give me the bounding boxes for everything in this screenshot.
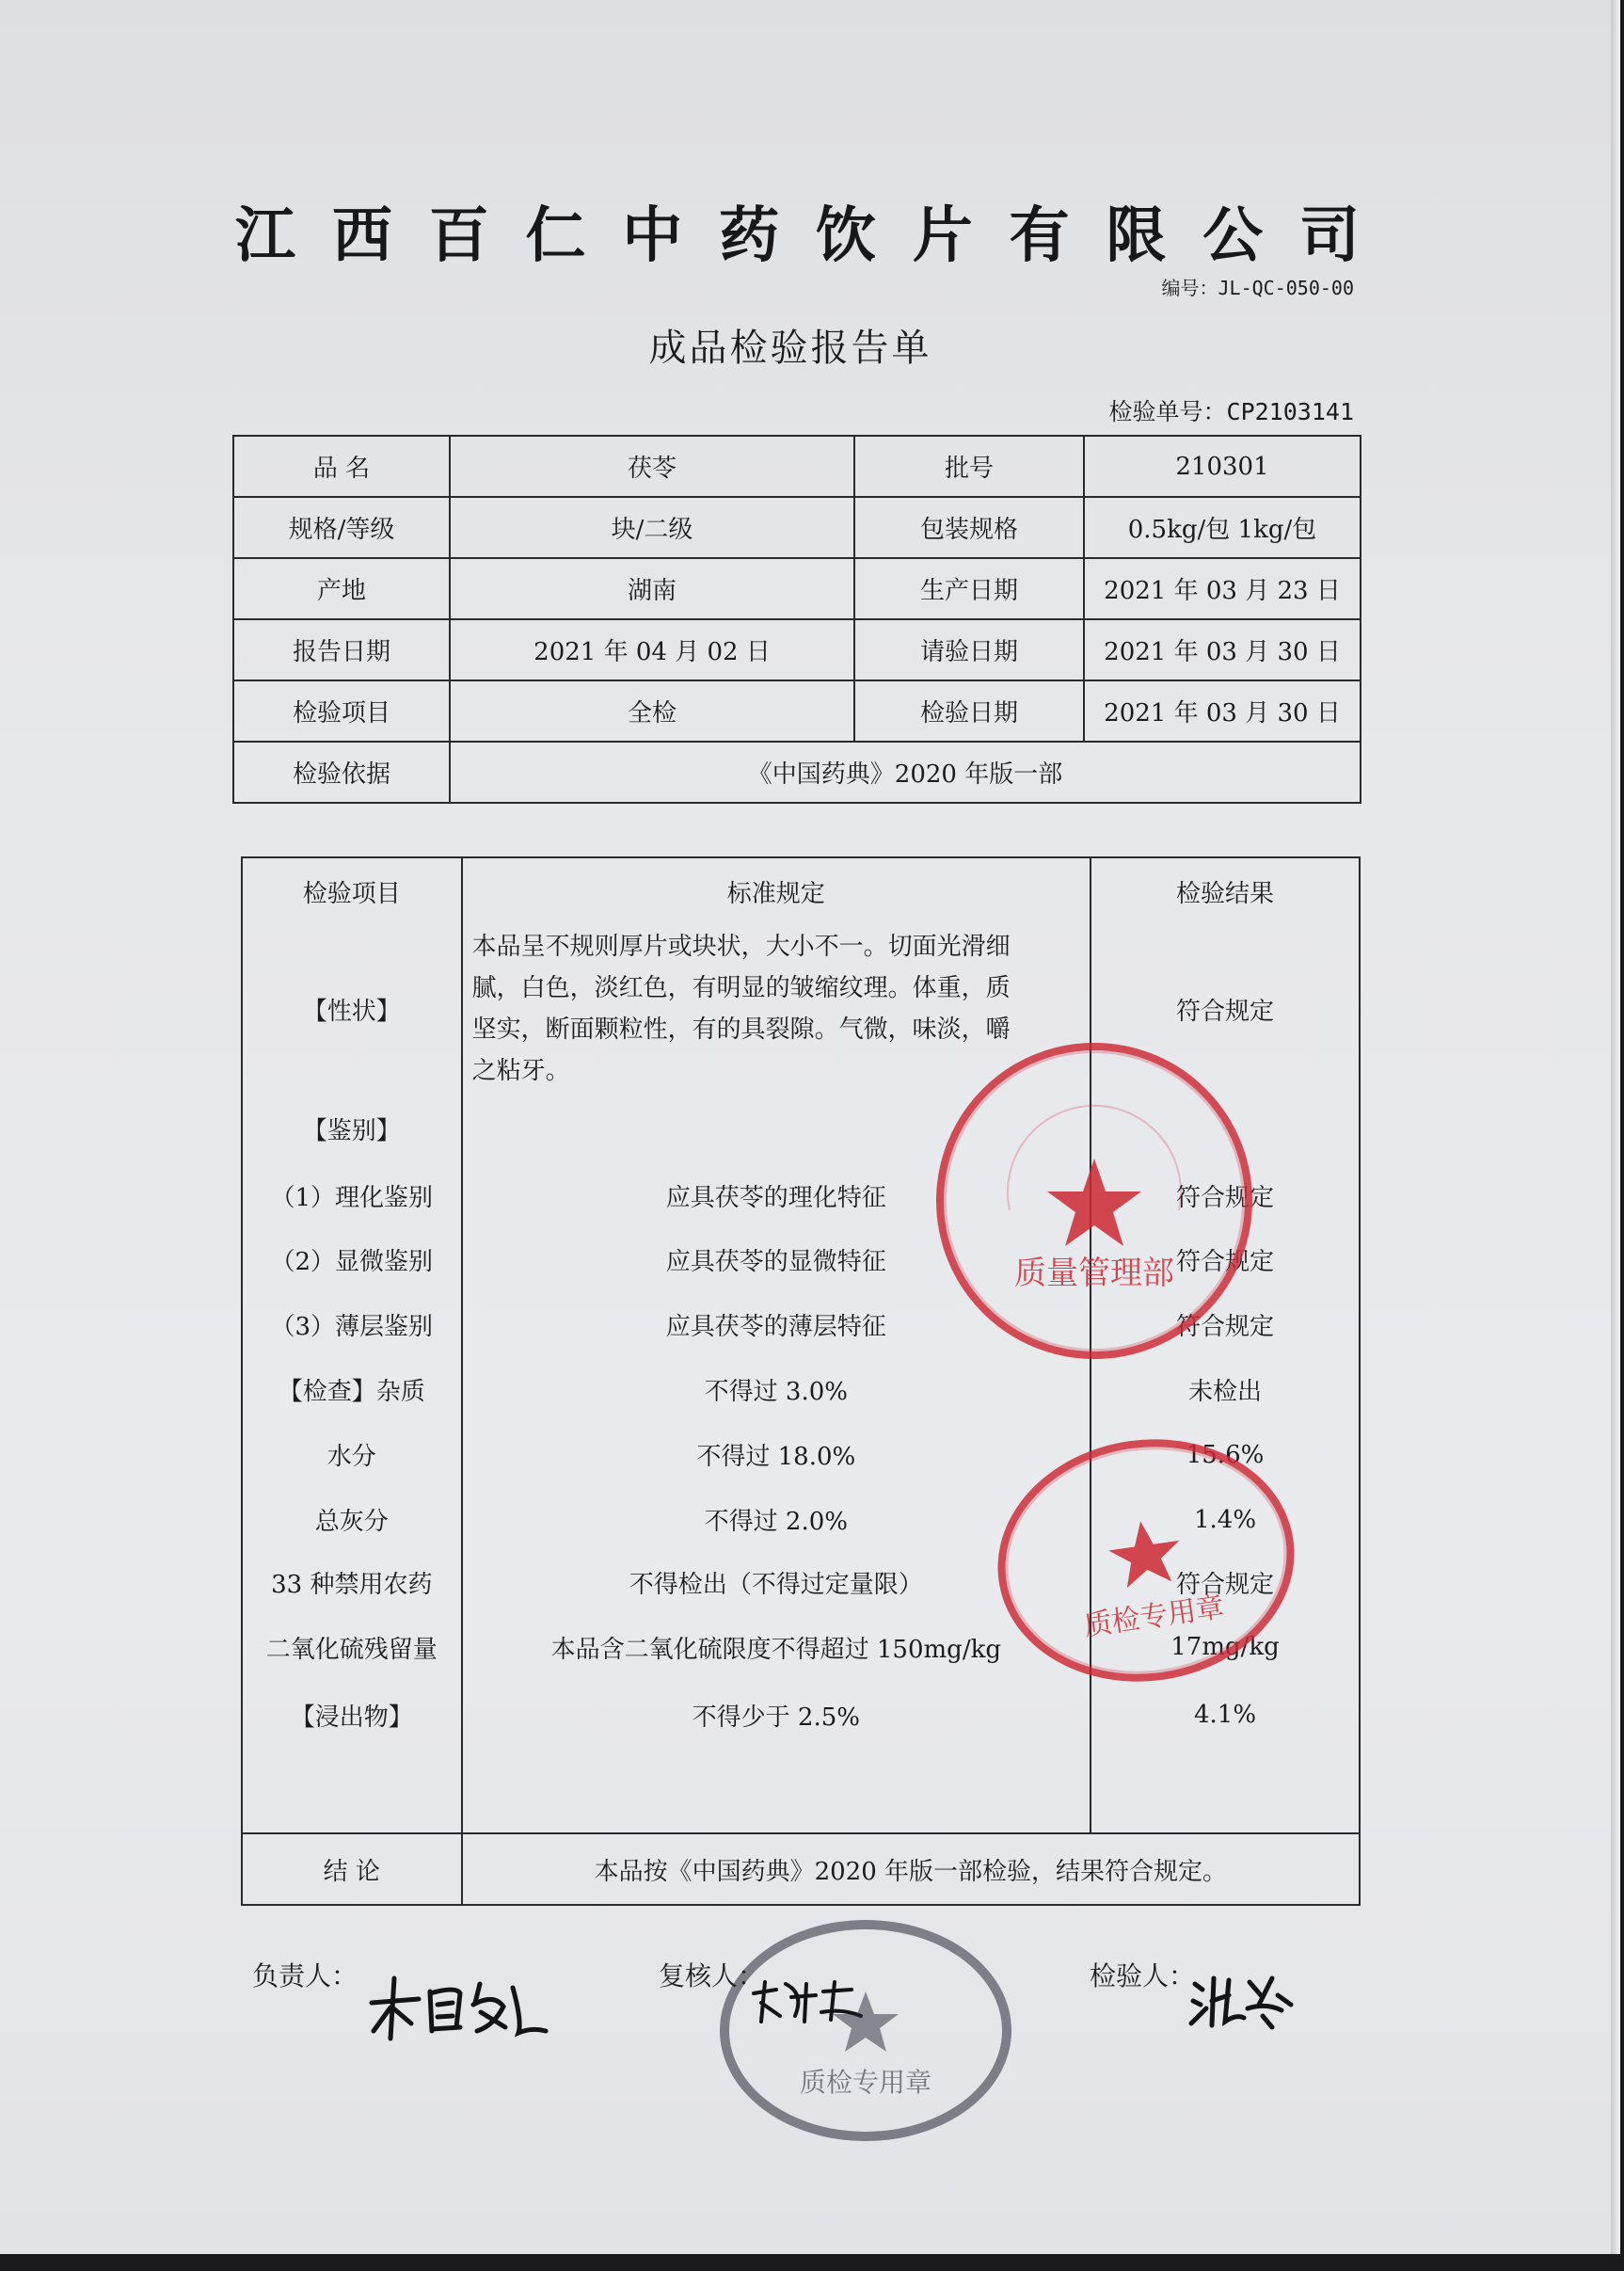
product-name-value: 茯苓 bbox=[450, 436, 854, 497]
conclusion-label: 结 论 bbox=[242, 1833, 462, 1905]
conclusion-text: 本品按《中国药典》2020 年版一部检验，结果符合规定。 bbox=[462, 1833, 1360, 1905]
seal-inner-text: 质量管理部 bbox=[1014, 1255, 1174, 1292]
company-name bbox=[235, 188, 1360, 273]
reviewer-label: 复核人： bbox=[659, 1960, 765, 1991]
empty-cell bbox=[462, 1748, 1091, 1833]
inspection-seal bbox=[720, 1920, 1011, 2141]
row-standard: 应具茯苓的薄层特征 bbox=[462, 1292, 1091, 1357]
header-standard: 标准规定 bbox=[462, 857, 1091, 924]
row-standard: 不得检出（不得过定量限） bbox=[462, 1552, 1091, 1612]
conclusion-row bbox=[242, 1833, 1360, 1905]
production-date-label: 生产日期 bbox=[854, 558, 1084, 619]
paper-edge bbox=[1611, 0, 1620, 2254]
table-row bbox=[242, 1357, 1360, 1422]
row-item: 总灰分 bbox=[242, 1487, 462, 1552]
seal-graphic bbox=[729, 1929, 1002, 2132]
row-item: （3）薄层鉴别 bbox=[242, 1292, 462, 1357]
row-standard: 不得少于 2.5% bbox=[462, 1682, 1091, 1748]
character-line: 本品呈不规则厚片或块状，大小不一。切面光滑细 bbox=[471, 933, 1011, 961]
seal-graphic bbox=[991, 1429, 1301, 1691]
row-result: 符合规定 bbox=[1091, 1227, 1360, 1292]
report-title: 成品检验报告单 bbox=[648, 327, 932, 370]
package-label: 包装规格 bbox=[854, 497, 1084, 558]
row-standard: 本品含二氧化硫限度不得超过 150mg/kg bbox=[462, 1612, 1091, 1682]
seal-graphic bbox=[944, 1050, 1245, 1351]
row-result: 15.6% bbox=[1091, 1422, 1360, 1487]
report-date-label: 报告日期 bbox=[233, 619, 450, 680]
row-item: （2）显微鉴别 bbox=[242, 1227, 462, 1292]
company-char: 西 bbox=[331, 200, 392, 271]
table-row bbox=[233, 742, 1361, 803]
basis-value: 《中国药典》2020 年版一部 bbox=[450, 742, 1361, 803]
report-date-value: 2021 年 04 月 02 日 bbox=[450, 619, 854, 680]
company-char: 司 bbox=[1298, 200, 1360, 271]
product-name-label: 品 名 bbox=[233, 436, 450, 497]
inspector-label: 检验人： bbox=[1090, 1960, 1196, 1991]
responsible-signature bbox=[362, 1965, 555, 2050]
company-char: 中 bbox=[622, 200, 683, 271]
character-line: 之粘牙。 bbox=[471, 1057, 570, 1085]
basis-label: 检验依据 bbox=[233, 742, 450, 803]
table-row bbox=[242, 1682, 1360, 1748]
header-result: 检验结果 bbox=[1091, 857, 1360, 924]
company-char: 百 bbox=[428, 200, 489, 271]
company-char: 限 bbox=[1106, 200, 1167, 271]
row-result: 4.1% bbox=[1091, 1682, 1360, 1748]
header-item: 检验项目 bbox=[242, 857, 462, 924]
row-standard: 不得过 3.0% bbox=[462, 1357, 1091, 1422]
row-result: 符合规定 bbox=[1091, 1292, 1360, 1357]
company-char: 江 bbox=[235, 200, 295, 271]
table-row bbox=[233, 436, 1361, 497]
test-date-value: 2021 年 03 月 30 日 bbox=[1084, 680, 1361, 742]
spec-label: 规格/等级 bbox=[233, 497, 450, 558]
results-table bbox=[241, 856, 1361, 1906]
row-result: 符合规定 bbox=[1091, 1163, 1360, 1227]
row-result: 未检出 bbox=[1091, 1357, 1360, 1422]
row-item: 【检查】杂质 bbox=[242, 1357, 462, 1422]
table-row bbox=[233, 680, 1361, 742]
batch-value: 210301 bbox=[1084, 436, 1361, 497]
row-item: 水分 bbox=[242, 1422, 462, 1487]
seal-inner-text: 质检专用章 bbox=[1081, 1591, 1227, 1643]
character-item: 【性状】 bbox=[242, 924, 462, 1094]
row-standard: 不得过 2.0% bbox=[462, 1487, 1091, 1552]
character-result: 符合规定 bbox=[1091, 924, 1360, 1094]
row-item: 33 种禁用农药 bbox=[242, 1552, 462, 1612]
row-result: 1.4% bbox=[1091, 1487, 1360, 1552]
company-char: 公 bbox=[1202, 200, 1264, 271]
basic-info-table bbox=[232, 435, 1361, 804]
row-item: 【浸出物】 bbox=[242, 1682, 462, 1748]
row-result: 符合规定 bbox=[1091, 1552, 1360, 1612]
row-standard: 应具茯苓的显微特征 bbox=[462, 1227, 1091, 1292]
company-char: 有 bbox=[1009, 200, 1070, 271]
test-date-label: 检验日期 bbox=[854, 680, 1084, 742]
row-standard: 应具茯苓的理化特征 bbox=[462, 1163, 1091, 1227]
company-char: 仁 bbox=[525, 200, 586, 271]
test-item-label: 检验项目 bbox=[233, 680, 450, 742]
inspector-signature bbox=[1187, 1967, 1300, 2033]
company-char: 药 bbox=[719, 200, 780, 271]
quality-department-seal bbox=[936, 1043, 1252, 1359]
row-item: 二氧化硫残留量 bbox=[242, 1612, 462, 1682]
origin-label: 产地 bbox=[233, 558, 450, 619]
production-date-value: 2021 年 03 月 23 日 bbox=[1084, 558, 1361, 619]
batch-label: 批号 bbox=[854, 436, 1084, 497]
identification-label: 【鉴别】 bbox=[242, 1094, 462, 1163]
character-line: 坚实，断面颗粒性，有的具裂隙。气微，味淡，嚼 bbox=[471, 1016, 1011, 1044]
company-char: 片 bbox=[912, 200, 973, 271]
request-date-label: 请验日期 bbox=[854, 619, 1084, 680]
empty-cell bbox=[1091, 1748, 1360, 1833]
row-standard: 不得过 18.0% bbox=[462, 1422, 1091, 1487]
report-number bbox=[1109, 393, 1354, 427]
seal-inner-text: 质检专用章 bbox=[799, 2067, 932, 2098]
empty-cell bbox=[242, 1748, 462, 1833]
spec-value: 块/二级 bbox=[450, 497, 854, 558]
table-row bbox=[233, 619, 1361, 680]
row-result: 17mg/kg bbox=[1091, 1612, 1360, 1682]
character-line: 腻，白色，淡红色，有明显的皱缩纹理。体重，质 bbox=[471, 974, 1011, 1002]
form-code: 编号：JL-QC-050-00 bbox=[1161, 277, 1354, 299]
report-number-label: 检验单号： bbox=[1108, 398, 1227, 425]
table-row bbox=[233, 497, 1361, 558]
table-row bbox=[233, 558, 1361, 619]
row-item: （1）理化鉴别 bbox=[242, 1163, 462, 1227]
results-header-row bbox=[242, 857, 1360, 924]
package-value: 0.5kg/包 1kg/包 bbox=[1084, 497, 1361, 558]
origin-value: 湖南 bbox=[450, 558, 854, 619]
report-number-value: CP2103141 bbox=[1226, 398, 1354, 425]
company-char: 饮 bbox=[815, 200, 876, 271]
request-date-value: 2021 年 03 月 30 日 bbox=[1084, 619, 1361, 680]
test-item-value: 全检 bbox=[450, 680, 854, 742]
spacer-row bbox=[242, 1748, 1360, 1833]
responsible-label: 负责人： bbox=[252, 1960, 358, 1991]
